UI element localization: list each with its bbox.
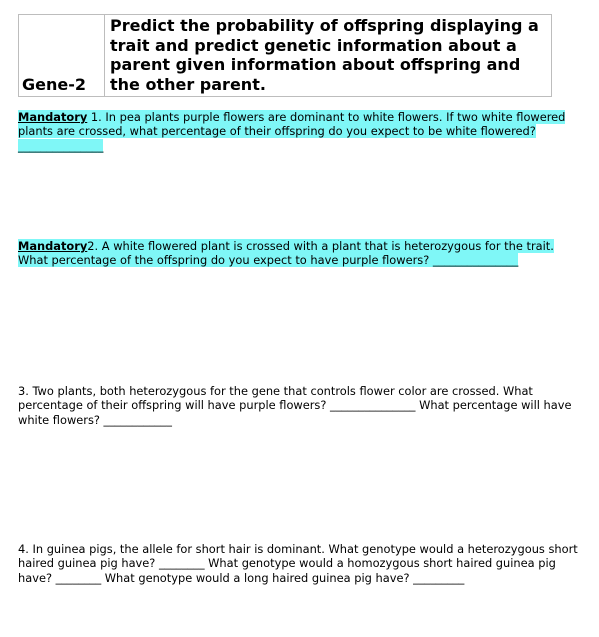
question-1-highlight [18, 110, 565, 153]
question-4 [18, 542, 580, 585]
question-4-text: 4. In guinea pigs, the allele for short hair is dominant. What genotype would a heterozygous short haired guinea pig have? ________ What genotype would a homozygous short haired guinea pig have? ________ What genotype would a long haired guinea pig have? _________ [18, 542, 578, 585]
question-3-text: 3. Two plants, both heterozygous for the gene that controls flower color are crossed. What percentage of their offspring will have purple flowers? _______________ What percentage will have white flowers? ____________ [18, 384, 572, 427]
question-1-text: 1. In pea plants purple flowers are dominant to white flowers. If two white flowered plants are crossed, what percentage of their offspring do you expect to be white flowered? _______________ [18, 110, 566, 153]
question-3 [18, 384, 580, 427]
question-2-highlight [18, 239, 554, 267]
mandatory-label: Mandatory [18, 239, 88, 253]
question-2-text: 2. A white flowered plant is crossed with a plant that is heterozygous for the trait. What percentage of the offspring do you expect to have purple flowers? _______________ [18, 239, 554, 268]
question-2 [18, 239, 580, 268]
question-1 [18, 110, 580, 153]
mandatory-label: Mandatory [18, 110, 88, 124]
standard-title: Predict the probability of offspring displaying a trait and predict genetic information about a parent given information about offspring and the other parent. [105, 15, 552, 97]
standard-code: Gene-2 [19, 15, 105, 97]
header-table [18, 14, 552, 97]
